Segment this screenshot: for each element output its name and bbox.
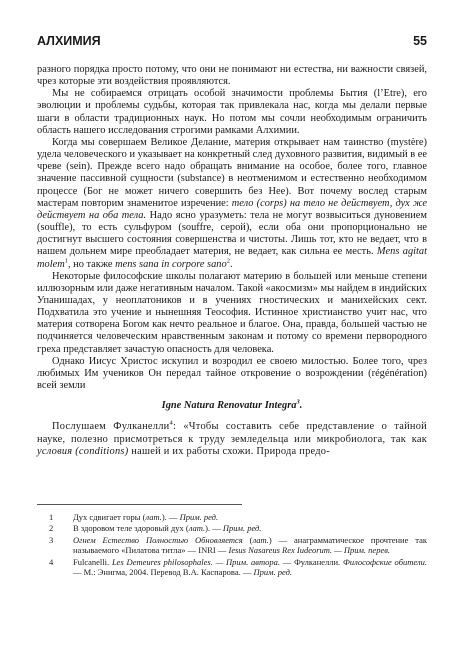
footnote-italic: Философские обители.: [342, 556, 427, 567]
footnote-italic: Les Demeures philosophales. — Прим. автора.: [111, 556, 280, 567]
paragraph-5: Однако Иисус Христос искупил и возродил ее своею милостью. Более того, чрез любимых Им учеников Он передал тайное откровение о возрождении (régénération) всей земли: [37, 355, 427, 392]
footnote-text-part: Дух сдвигает горы (: [73, 512, 146, 522]
footnote-text: [67, 557, 427, 578]
footnote-italic: лат.: [252, 534, 269, 545]
paragraph-6-italic: условия (conditions): [37, 445, 129, 457]
footnote-ref-2[interactable]: 2: [226, 257, 230, 265]
footnote-italic: Iesus Nasareus Rex Iudeorum. — Прим. перев.: [228, 545, 391, 556]
paragraph-6-text-a: Послушаем Фулканелли: [52, 421, 170, 433]
motto-text: Igne Natura Renovatur Integra: [161, 400, 297, 412]
footnote-italic: Прим. ред.: [222, 523, 262, 534]
footnote-italic: Прим. ред.: [253, 567, 293, 578]
page-number: 55: [413, 34, 427, 48]
footnote-italic: лат.: [188, 523, 206, 534]
footnote-number: 1: [49, 512, 54, 522]
footnote-text: [67, 523, 427, 533]
footnote-italic: Огнем Естество Полностью Обновляется: [73, 534, 243, 545]
running-header: [37, 34, 427, 48]
paragraph-1: разного порядка просто потому, что они не понимают ни естества, ни важности связей, чрез которые эти воздействия проявляются.: [37, 64, 427, 88]
footnote-number: 4: [49, 556, 54, 567]
footnote-text-part: (: [242, 534, 253, 545]
footnote-ref-1[interactable]: 1: [64, 257, 68, 265]
footnote-italic: Прим. ред.: [179, 512, 219, 522]
motto-end: .: [299, 400, 303, 412]
footnote-text: [67, 535, 427, 556]
latin-motto: [37, 400, 427, 412]
footnote-4: [37, 557, 427, 578]
footnote-text-part: — Фулканелли.: [282, 556, 341, 567]
paragraph-3-text-a: Когда мы совершаем Великое Делание, материя открывает нам таинство (mystère) удела человеческого и указывает на конкретный след духовного развития, видимый в ее чреве (sein). Прежде всего надо обращать внимание на особое, более того, главное значение пассивной сущности (substance) в неотменимом и естественно необходимом процессе (Бог не может ничего совершить без Нее). Вот почему вослед старым мастерам повторим знаменитое изречение:: [37, 136, 427, 209]
footnote-text: [67, 512, 427, 522]
paragraph-6-text-b: : «Чтобы составить себе представление о тайной науке, полезно присмотреться к труду земледельца или микробиолога, так как: [37, 421, 427, 445]
footnote-text-part: ) — анаграмматическое прочтение так называемого «Пилатова титла» — INRI —: [73, 534, 427, 556]
footnote-number: 3: [49, 534, 54, 545]
footnote-divider: [37, 504, 242, 505]
paragraph-3-text-d: .: [229, 258, 233, 270]
footnote-italic: лат.: [145, 512, 162, 522]
footnote-number: 2: [49, 523, 54, 534]
main-text: [37, 64, 427, 458]
footnote-text-part: Fulcanelli.: [73, 556, 110, 567]
paragraph-2: Мы не собираемся отрицать особой значимости проблемы Бытия (l’Etre), его эволюции и проблемы судьбы, которая так привлекала нас, когда мы делали первые шаги в области традиционных наук. Но потом мы сочли необходимым ограничить область нашего исследования строгими рамками Алхимии.: [37, 88, 427, 136]
paragraph-3-text-b: Надо ясно уразуметь: тела не могут возвыситься дуновением (souffle), то есть сульфуром (souffre, серой), если оба они пропорционально не достигнут высшего состояния совершенства и чистоты. Лишь тот, кто не ведает, что в нашем дольнем мире преобладает материя, не ведает, как сильна ее месть.: [37, 209, 427, 258]
paragraph-6: [37, 421, 427, 457]
footnote-text-part: — М.: Энигма, 2004. Перевод В.А. Каспарова. —: [73, 567, 252, 578]
footnote-2: [37, 523, 427, 533]
footnote-1: [37, 512, 427, 522]
footnote-text-part: В здоровом теле здоровый дух (: [73, 523, 189, 534]
footnotes: [37, 512, 427, 578]
footnote-ref-3[interactable]: 3: [296, 398, 300, 406]
paragraph-6-text-c: нашей и их работы схожи. Природа предо-: [131, 445, 330, 457]
footnote-ref-4[interactable]: 4: [169, 419, 173, 427]
footnote-text-part: ). —: [205, 523, 221, 534]
paragraph-3: [37, 137, 427, 271]
latin-phrase-2: mens sana in corpore sano: [115, 258, 227, 270]
paragraph-4: Некоторые философские школы полагают материю в большей или меньше степени иллюзорным или даже негативным началом. Такой «акосмизм» мы найдем в индийских Упанишадах, у неоплатоников и в учениях гностических и манихейских сект. Подхватила это учение и нынешняя Теософия. Истинное христианство учит нас, что материя сотворена Богом как нечто реальное и благое. Она, правда, большей частью не подчиняется человеческим нравственным законам и потому со времени первородного греха представляет зачастую опасность для человека.: [37, 270, 427, 355]
paragraph-3-text-c: , но также: [67, 258, 113, 270]
footnote-3: [37, 535, 427, 556]
maxim-italic: тело (corps) на тело не действует, дух же действует на оба тела.: [37, 197, 427, 221]
footnote-text-part: ). —: [161, 512, 178, 522]
latin-phrase-1: Mens agitat molem: [37, 246, 427, 270]
running-title: АЛХИМИЯ: [37, 34, 101, 48]
